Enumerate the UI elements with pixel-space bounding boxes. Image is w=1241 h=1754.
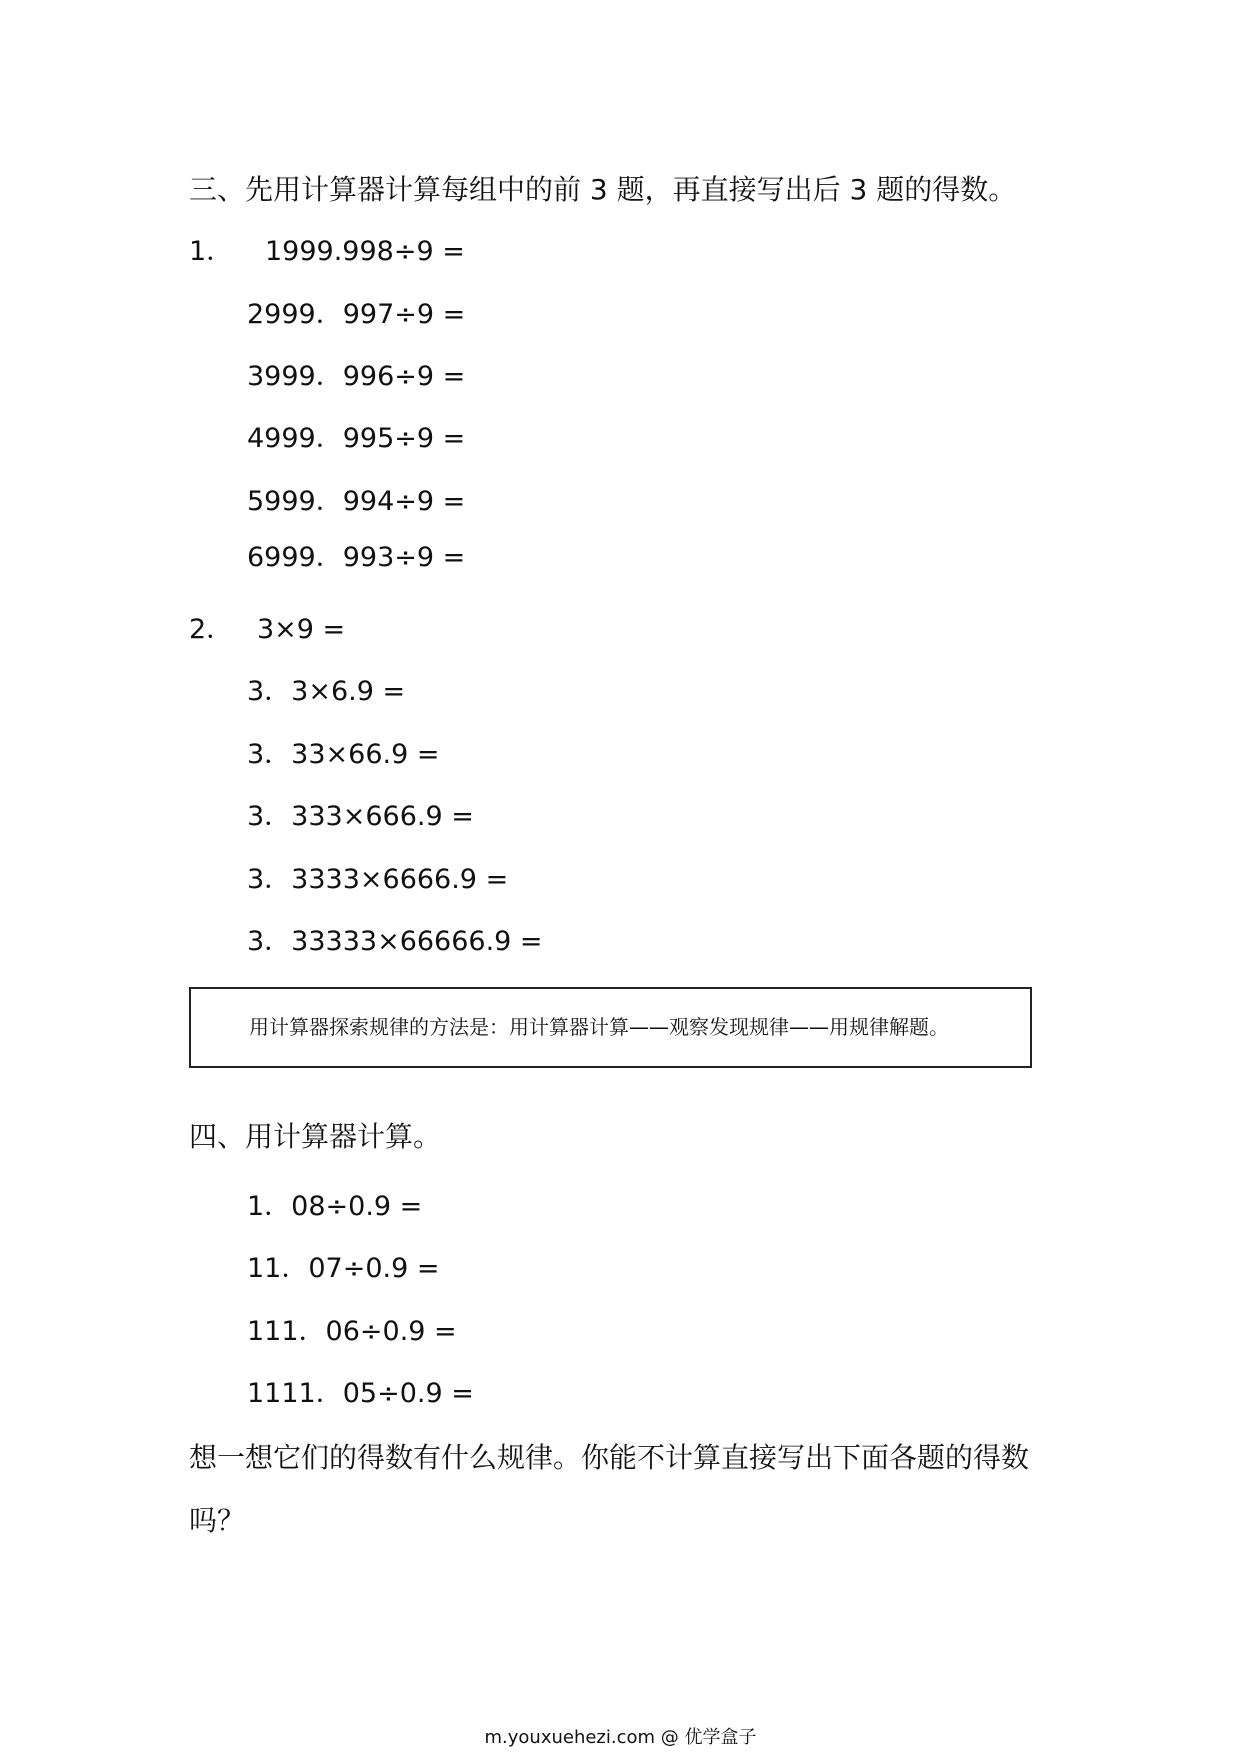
section4-problem-4: 1111．05÷0.9 = — [247, 1378, 474, 1409]
group1-label: 1． — [189, 236, 234, 267]
group1-problem-1: 1999.998÷9 = — [265, 236, 465, 267]
group2-problem-4: 3．333×666.9 = — [247, 801, 474, 832]
group2-problem-3: 3．33×66.9 = — [247, 739, 440, 770]
group2-problem-5: 3．3333×6666.9 = — [247, 864, 509, 895]
group2-problem-6: 3．33333×66666.9 = — [247, 926, 543, 957]
section3-title: 三、先用计算器计算每组中的前 3 题，再直接写出后 3 题的得数。 — [189, 173, 1017, 206]
section4-question-line2: 吗？ — [189, 1504, 246, 1537]
group1-problem-5: 5999．994÷9 = — [247, 486, 466, 517]
page-footer: m.youxuehezi.com @ 优学盒子 — [484, 1727, 757, 1748]
group1-problem-6: 6999．993÷9 = — [247, 542, 466, 573]
section4-problem-1: 1．08÷0.9 = — [247, 1191, 423, 1222]
section4-problem-2: 11．07÷0.9 = — [247, 1253, 440, 1284]
group2-problem-1: 3×9 = — [257, 614, 346, 645]
method-note-box — [189, 987, 1032, 1068]
group1-problem-4: 4999．995÷9 = — [247, 423, 466, 454]
section4-title: 四、用计算器计算。 — [189, 1120, 442, 1153]
group2-problem-2: 3．3×6.9 = — [247, 676, 406, 707]
group1-problem-2: 2999．997÷9 = — [247, 299, 466, 330]
section4-question-line1: 想一想它们的得数有什么规律。你能不计算直接写出下面各题的得数 — [189, 1441, 1030, 1474]
group1-problem-3: 3999．996÷9 = — [247, 361, 466, 392]
section4-problem-3: 111．06÷0.9 = — [247, 1316, 457, 1347]
group2-label: 2． — [189, 614, 234, 645]
method-note-text: 用计算器探索规律的方法是：用计算器计算——观察发现规律——用规律解题。 — [249, 1015, 949, 1039]
